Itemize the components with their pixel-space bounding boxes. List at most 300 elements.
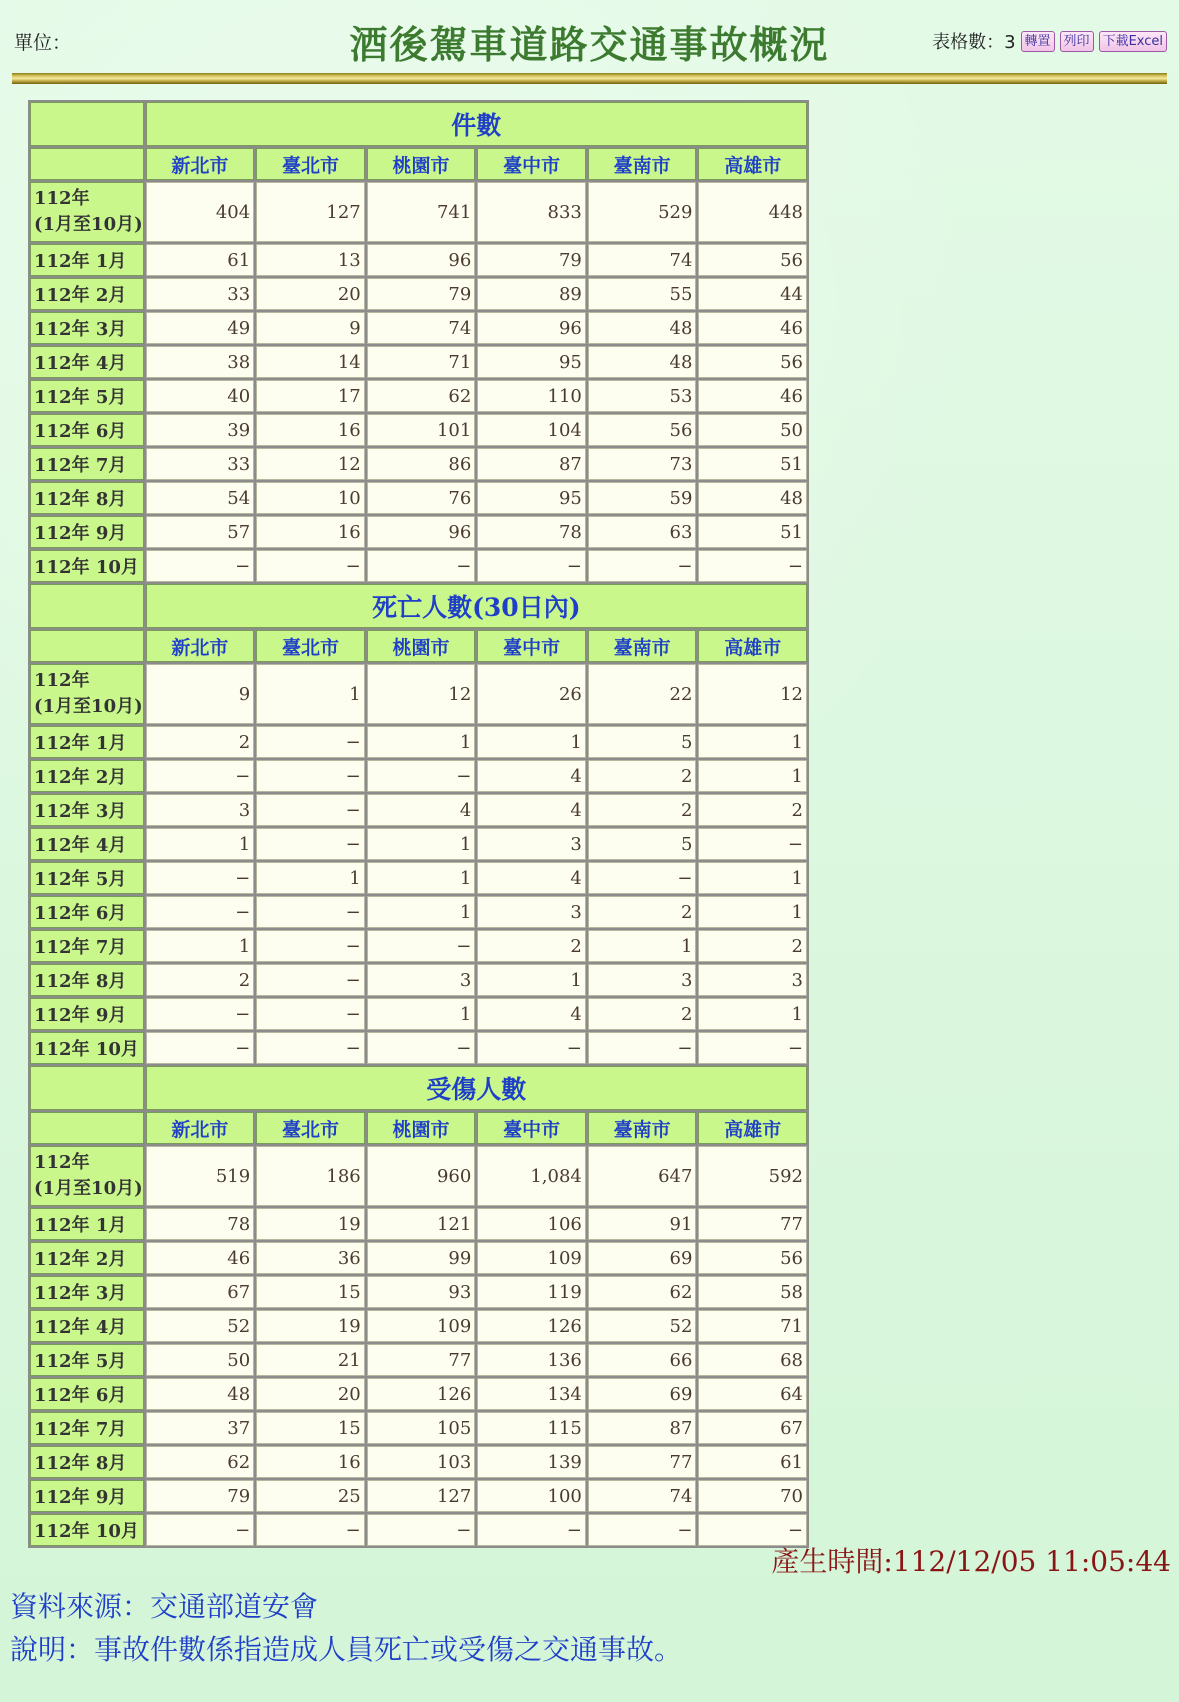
stats-table xyxy=(28,100,809,1548)
data-cell: − xyxy=(256,1514,365,1546)
print-button[interactable]: 列印 xyxy=(1060,31,1094,52)
data-cell: 1 xyxy=(256,664,365,724)
data-cell: 106 xyxy=(477,1208,586,1240)
data-cell: 4 xyxy=(477,794,586,826)
row-label xyxy=(30,1276,144,1308)
table-row xyxy=(30,896,807,928)
data-cell: 48 xyxy=(146,1378,255,1410)
data-cell: 4 xyxy=(367,794,476,826)
row-label xyxy=(30,380,144,412)
section-title: 死亡人數(30日內) xyxy=(146,584,807,628)
data-cell: 647 xyxy=(588,1146,697,1206)
data-cell: 48 xyxy=(588,312,697,344)
data-cell: 2 xyxy=(588,794,697,826)
data-cell: 1,084 xyxy=(477,1146,586,1206)
row-label-line: (1月至10月) xyxy=(34,1178,143,1199)
table-row xyxy=(30,828,807,860)
data-cell: 2 xyxy=(588,896,697,928)
header-divider xyxy=(12,73,1167,84)
row-label-line: 112年 8月 xyxy=(34,1453,127,1474)
page-header xyxy=(0,0,1179,80)
row-label xyxy=(30,1208,144,1240)
data-cell: − xyxy=(367,1032,476,1064)
data-cell: 1 xyxy=(367,896,476,928)
data-cell: 1 xyxy=(367,862,476,894)
row-label xyxy=(30,896,144,928)
data-cell: 110 xyxy=(477,380,586,412)
table-row xyxy=(30,278,807,310)
row-label-line: (1月至10月) xyxy=(34,696,143,717)
data-cell: − xyxy=(477,1032,586,1064)
row-label-line: 112年 7月 xyxy=(34,1419,127,1440)
table-row xyxy=(30,726,807,758)
data-cell: 2 xyxy=(146,964,255,996)
row-label-line: 112年 6月 xyxy=(34,1385,127,1406)
column-header-row xyxy=(30,148,807,180)
data-cell: 119 xyxy=(477,1276,586,1308)
data-cell: 62 xyxy=(367,380,476,412)
stats-table-container xyxy=(28,100,809,1548)
data-cell: 87 xyxy=(588,1412,697,1444)
data-cell: 58 xyxy=(698,1276,807,1308)
row-label-line: 112年 1月 xyxy=(34,251,127,272)
table-row xyxy=(30,414,807,446)
data-cell: 9 xyxy=(256,312,365,344)
data-cell: 33 xyxy=(146,278,255,310)
data-cell: 59 xyxy=(588,482,697,514)
table-row xyxy=(30,1378,807,1410)
data-cell: 741 xyxy=(367,182,476,242)
data-cell: 1 xyxy=(698,726,807,758)
data-cell: 79 xyxy=(477,244,586,276)
table-row xyxy=(30,1208,807,1240)
row-label xyxy=(30,862,144,894)
data-cell: 105 xyxy=(367,1412,476,1444)
data-cell: − xyxy=(256,760,365,792)
row-label-line: 112年 xyxy=(34,1152,90,1173)
data-cell: 15 xyxy=(256,1412,365,1444)
data-cell: 19 xyxy=(256,1310,365,1342)
row-label-line: 112年 10月 xyxy=(34,1039,139,1060)
data-cell: 52 xyxy=(588,1310,697,1342)
row-label-line: 112年 6月 xyxy=(34,903,127,924)
table-count-label: 表格數：3 xyxy=(932,32,1016,53)
data-cell: 37 xyxy=(146,1412,255,1444)
data-cell: 126 xyxy=(367,1378,476,1410)
data-cell: 55 xyxy=(588,278,697,310)
data-cell: 57 xyxy=(146,516,255,548)
row-label xyxy=(30,930,144,962)
column-header: 臺北市 xyxy=(256,1112,365,1144)
page-title: 酒後駕車道路交通事故概況 xyxy=(349,23,830,67)
data-cell: 104 xyxy=(477,414,586,446)
data-cell: − xyxy=(256,964,365,996)
data-cell: 1 xyxy=(367,726,476,758)
row-label xyxy=(30,1480,144,1512)
data-cell: 2 xyxy=(698,930,807,962)
download-excel-button[interactable]: 下載Excel xyxy=(1099,31,1167,52)
data-cell: 71 xyxy=(698,1310,807,1342)
data-cell: 4 xyxy=(477,862,586,894)
corner-cell xyxy=(30,148,144,180)
data-cell: − xyxy=(256,896,365,928)
data-cell: − xyxy=(477,1514,586,1546)
table-row xyxy=(30,964,807,996)
table-row xyxy=(30,516,807,548)
corner-cell xyxy=(30,584,144,628)
data-cell: 2 xyxy=(698,794,807,826)
data-cell: − xyxy=(146,1514,255,1546)
table-row xyxy=(30,1032,807,1064)
data-cell: 48 xyxy=(588,346,697,378)
section-title-row xyxy=(30,102,807,146)
data-cell: 5 xyxy=(588,726,697,758)
data-cell: 2 xyxy=(146,726,255,758)
section-title: 受傷人數 xyxy=(146,1066,807,1110)
data-cell: 4 xyxy=(477,998,586,1030)
row-label xyxy=(30,1242,144,1274)
row-label xyxy=(30,1514,144,1546)
data-cell: 1 xyxy=(367,828,476,860)
table-row xyxy=(30,380,807,412)
data-cell: 404 xyxy=(146,182,255,242)
column-header: 臺中市 xyxy=(477,630,586,662)
data-cell: 61 xyxy=(146,244,255,276)
data-cell: 50 xyxy=(698,414,807,446)
data-cell: 63 xyxy=(588,516,697,548)
column-header: 新北市 xyxy=(146,148,255,180)
data-cell: − xyxy=(146,550,255,582)
table-row xyxy=(30,1276,807,1308)
data-cell: 15 xyxy=(256,1276,365,1308)
data-cell: 1 xyxy=(477,964,586,996)
row-label-line: 112年 7月 xyxy=(34,455,127,476)
data-cell: 96 xyxy=(367,244,476,276)
row-label xyxy=(30,794,144,826)
data-cell: 79 xyxy=(146,1480,255,1512)
column-header: 臺南市 xyxy=(588,1112,697,1144)
data-cell: 139 xyxy=(477,1446,586,1478)
data-cell: 1 xyxy=(256,862,365,894)
column-header: 新北市 xyxy=(146,1112,255,1144)
data-cell: 115 xyxy=(477,1412,586,1444)
row-label xyxy=(30,1032,144,1064)
row-label xyxy=(30,482,144,514)
data-cell: 529 xyxy=(588,182,697,242)
row-label-line: 112年 4月 xyxy=(34,835,127,856)
data-cell: 1 xyxy=(698,760,807,792)
explanation-note: 說明：事故件數係指造成人員死亡或受傷之交通事故。 xyxy=(10,1633,683,1666)
data-cell: 121 xyxy=(367,1208,476,1240)
data-cell: − xyxy=(477,550,586,582)
data-cell: 33 xyxy=(146,448,255,480)
data-cell: − xyxy=(367,550,476,582)
table-row xyxy=(30,1412,807,1444)
generated-time: 產生時間:112/12/05 11:05:44 xyxy=(771,1545,1171,1578)
data-cell: 56 xyxy=(588,414,697,446)
data-cell: − xyxy=(367,1514,476,1546)
row-label xyxy=(30,998,144,1030)
data-cell: 12 xyxy=(367,664,476,724)
data-cell: 109 xyxy=(367,1310,476,1342)
data-cell: 76 xyxy=(367,482,476,514)
data-cell: 96 xyxy=(477,312,586,344)
row-label-line: 112年 6月 xyxy=(34,421,127,442)
data-cell: 78 xyxy=(477,516,586,548)
row-label-line: 112年 xyxy=(34,670,90,691)
header-toolbar xyxy=(932,28,1167,54)
data-cell: 48 xyxy=(698,482,807,514)
data-cell: − xyxy=(256,930,365,962)
column-header: 高雄市 xyxy=(698,630,807,662)
data-cell: 109 xyxy=(477,1242,586,1274)
corner-cell xyxy=(30,1112,144,1144)
data-cell: − xyxy=(256,828,365,860)
data-cell: − xyxy=(256,550,365,582)
data-cell: 74 xyxy=(588,1480,697,1512)
data-cell: 186 xyxy=(256,1146,365,1206)
data-cell: 20 xyxy=(256,1378,365,1410)
data-cell: 91 xyxy=(588,1208,697,1240)
table-row xyxy=(30,346,807,378)
row-label-line: 112年 5月 xyxy=(34,1351,127,1372)
data-cell: 1 xyxy=(588,930,697,962)
data-cell: 5 xyxy=(588,828,697,860)
column-header: 臺中市 xyxy=(477,1112,586,1144)
data-cell: 62 xyxy=(146,1446,255,1478)
table-row xyxy=(30,998,807,1030)
data-cell: 136 xyxy=(477,1344,586,1376)
column-header: 新北市 xyxy=(146,630,255,662)
table-row xyxy=(30,312,807,344)
data-cell: 3 xyxy=(367,964,476,996)
table-row xyxy=(30,1446,807,1478)
data-cell: − xyxy=(367,930,476,962)
data-cell: 86 xyxy=(367,448,476,480)
row-label xyxy=(30,1446,144,1478)
data-cell: 56 xyxy=(698,1242,807,1274)
data-cell: 100 xyxy=(477,1480,586,1512)
row-label xyxy=(30,346,144,378)
data-cell: 519 xyxy=(146,1146,255,1206)
row-label xyxy=(30,244,144,276)
data-cell: 1 xyxy=(367,998,476,1030)
data-cell: − xyxy=(256,726,365,758)
data-cell: 17 xyxy=(256,380,365,412)
data-cell: 25 xyxy=(256,1480,365,1512)
data-cell: 1 xyxy=(698,998,807,1030)
data-cell: 50 xyxy=(146,1344,255,1376)
data-cell: 19 xyxy=(256,1208,365,1240)
data-cell: 73 xyxy=(588,448,697,480)
row-label-line: (1月至10月) xyxy=(34,214,143,235)
data-cell: 51 xyxy=(698,516,807,548)
row-label xyxy=(30,1378,144,1410)
data-cell: 71 xyxy=(367,346,476,378)
data-cell: 95 xyxy=(477,482,586,514)
data-cell: − xyxy=(146,1032,255,1064)
row-label xyxy=(30,664,144,724)
data-source: 資料來源：交通部道安會 xyxy=(10,1590,319,1623)
table-row xyxy=(30,1146,807,1206)
data-cell: 61 xyxy=(698,1446,807,1478)
data-cell: 93 xyxy=(367,1276,476,1308)
data-cell: 833 xyxy=(477,182,586,242)
row-label-line: 112年 8月 xyxy=(34,489,127,510)
data-cell: 1 xyxy=(146,930,255,962)
row-label-line: 112年 9月 xyxy=(34,1005,127,1026)
data-cell: 49 xyxy=(146,312,255,344)
data-cell: 26 xyxy=(477,664,586,724)
column-header: 高雄市 xyxy=(698,148,807,180)
table-row xyxy=(30,1344,807,1376)
column-header-row xyxy=(30,630,807,662)
data-cell: 67 xyxy=(146,1276,255,1308)
row-label-line: 112年 9月 xyxy=(34,1487,127,1508)
table-row xyxy=(30,862,807,894)
data-cell: 78 xyxy=(146,1208,255,1240)
row-label-line: 112年 3月 xyxy=(34,319,127,340)
row-label xyxy=(30,1146,144,1206)
data-cell: − xyxy=(588,1032,697,1064)
data-cell: − xyxy=(367,760,476,792)
data-cell: 79 xyxy=(367,278,476,310)
data-cell: 66 xyxy=(588,1344,697,1376)
column-header: 桃園市 xyxy=(367,148,476,180)
row-label-line: 112年 3月 xyxy=(34,801,127,822)
data-cell: 126 xyxy=(477,1310,586,1342)
data-cell: 74 xyxy=(588,244,697,276)
section-title-row xyxy=(30,584,807,628)
data-cell: 74 xyxy=(367,312,476,344)
column-header: 臺中市 xyxy=(477,148,586,180)
row-label-line: 112年 10月 xyxy=(34,557,139,578)
table-row xyxy=(30,182,807,242)
row-label-line: 112年 2月 xyxy=(34,285,127,306)
data-cell: 20 xyxy=(256,278,365,310)
data-cell: 46 xyxy=(698,312,807,344)
table-row xyxy=(30,244,807,276)
row-label-line: 112年 5月 xyxy=(34,387,127,408)
data-cell: 44 xyxy=(698,278,807,310)
data-cell: 127 xyxy=(367,1480,476,1512)
data-cell: − xyxy=(588,550,697,582)
data-cell: − xyxy=(146,998,255,1030)
data-cell: − xyxy=(256,998,365,1030)
table-row xyxy=(30,448,807,480)
row-label xyxy=(30,1344,144,1376)
column-header: 桃園市 xyxy=(367,1112,476,1144)
data-cell: 56 xyxy=(698,346,807,378)
data-cell: 12 xyxy=(698,664,807,724)
unit-label: 單位： xyxy=(14,32,72,54)
row-label-line: 112年 10月 xyxy=(34,1521,139,1542)
row-label-line: 112年 4月 xyxy=(34,353,127,374)
row-label-line: 112年 3月 xyxy=(34,1283,127,1304)
data-cell: − xyxy=(146,760,255,792)
row-label xyxy=(30,1310,144,1342)
data-cell: 52 xyxy=(146,1310,255,1342)
data-cell: 2 xyxy=(588,760,697,792)
table-row xyxy=(30,550,807,582)
data-cell: 1 xyxy=(698,896,807,928)
data-cell: 64 xyxy=(698,1378,807,1410)
row-label-line: 112年 2月 xyxy=(34,1249,127,1270)
column-header: 臺南市 xyxy=(588,148,697,180)
data-cell: − xyxy=(698,1514,807,1546)
row-label xyxy=(30,414,144,446)
data-cell: 2 xyxy=(588,998,697,1030)
row-label-line: 112年 4月 xyxy=(34,1317,127,1338)
row-label-line: 112年 7月 xyxy=(34,937,127,958)
data-cell: − xyxy=(698,1032,807,1064)
column-header: 高雄市 xyxy=(698,1112,807,1144)
row-label xyxy=(30,182,144,242)
table-row xyxy=(30,1310,807,1342)
data-cell: 448 xyxy=(698,182,807,242)
data-cell: − xyxy=(588,1514,697,1546)
column-header: 桃園市 xyxy=(367,630,476,662)
data-cell: 38 xyxy=(146,346,255,378)
data-cell: 87 xyxy=(477,448,586,480)
data-cell: 3 xyxy=(588,964,697,996)
table-row xyxy=(30,1242,807,1274)
data-cell: 134 xyxy=(477,1378,586,1410)
data-cell: 2 xyxy=(477,930,586,962)
row-label-line: 112年 2月 xyxy=(34,767,127,788)
data-cell: 39 xyxy=(146,414,255,446)
data-cell: − xyxy=(698,550,807,582)
data-cell: 68 xyxy=(698,1344,807,1376)
data-cell: 62 xyxy=(588,1276,697,1308)
data-cell: − xyxy=(256,1032,365,1064)
data-cell: 10 xyxy=(256,482,365,514)
corner-cell xyxy=(30,630,144,662)
data-cell: 127 xyxy=(256,182,365,242)
data-cell: 70 xyxy=(698,1480,807,1512)
row-label-line: 112年 9月 xyxy=(34,523,127,544)
transpose-button[interactable]: 轉置 xyxy=(1021,31,1055,52)
data-cell: 12 xyxy=(256,448,365,480)
data-cell: 77 xyxy=(698,1208,807,1240)
corner-cell xyxy=(30,1066,144,1110)
data-cell: 36 xyxy=(256,1242,365,1274)
table-row xyxy=(30,794,807,826)
table-row xyxy=(30,1480,807,1512)
row-label xyxy=(30,278,144,310)
column-header: 臺北市 xyxy=(256,148,365,180)
data-cell: 16 xyxy=(256,516,365,548)
data-cell: 1 xyxy=(146,828,255,860)
data-cell: 16 xyxy=(256,1446,365,1478)
table-row xyxy=(30,760,807,792)
row-label xyxy=(30,448,144,480)
data-cell: 13 xyxy=(256,244,365,276)
data-cell: 69 xyxy=(588,1242,697,1274)
row-label xyxy=(30,828,144,860)
data-cell: − xyxy=(698,828,807,860)
corner-cell xyxy=(30,102,144,146)
row-label xyxy=(30,964,144,996)
data-cell: 77 xyxy=(588,1446,697,1478)
table-row xyxy=(30,1514,807,1546)
data-cell: − xyxy=(146,896,255,928)
column-header-row xyxy=(30,1112,807,1144)
section-title: 件數 xyxy=(146,102,807,146)
data-cell: 22 xyxy=(588,664,697,724)
data-cell: 9 xyxy=(146,664,255,724)
data-cell: 77 xyxy=(367,1344,476,1376)
